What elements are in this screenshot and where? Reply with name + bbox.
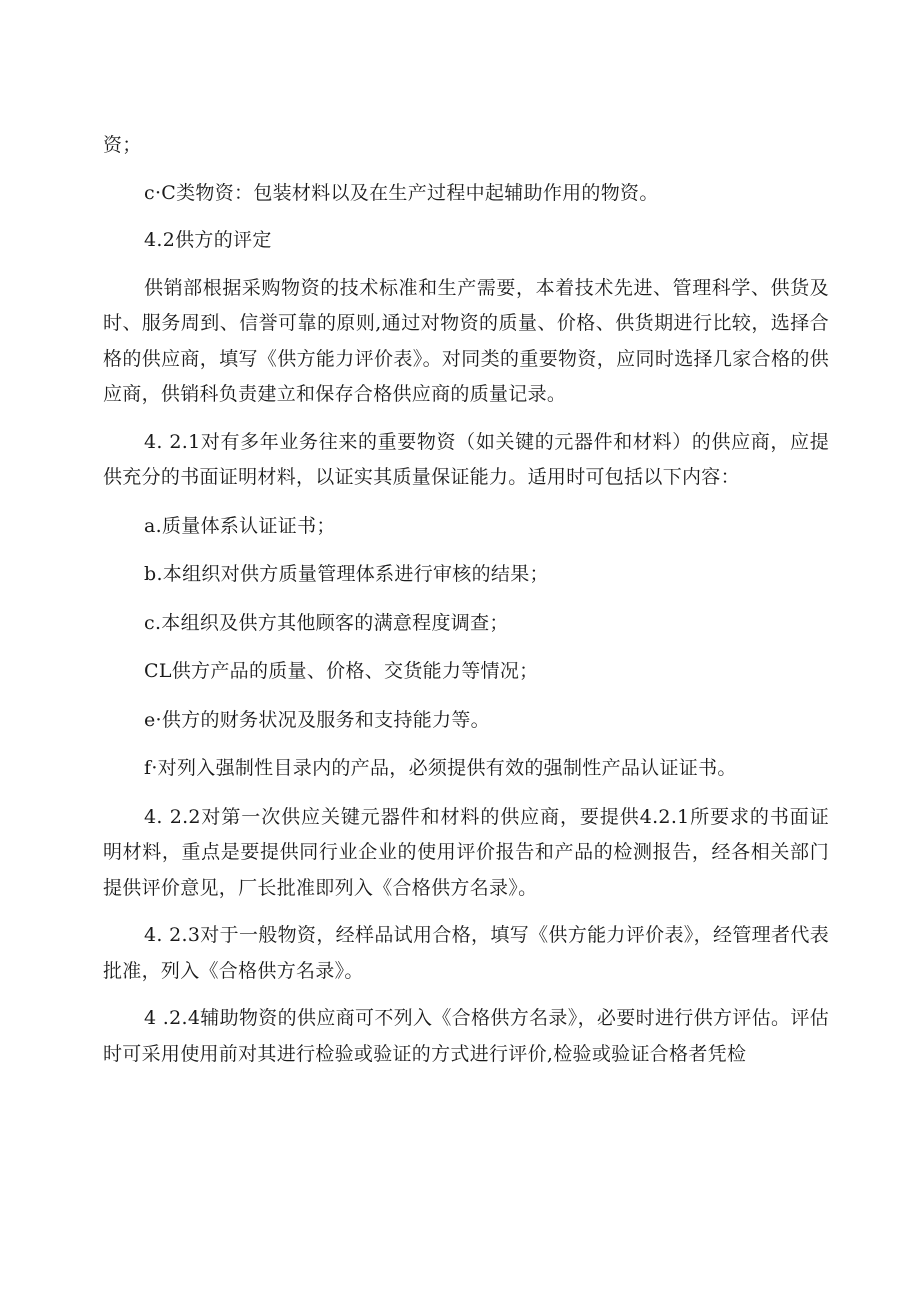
section-heading-4-2: 4.2供方的评定: [144, 229, 272, 251]
list-item-c: c.本组织及供方其他顾客的满意程度调查；: [144, 611, 509, 634]
list-item-b: b.本组织对供方质量管理体系进行审核的结果；: [144, 563, 549, 585]
list-item-f: f·对列入强制性目录内的产品，必须提供有效的强制性产品认证证书。: [144, 757, 737, 779]
paragraph-4-2-4: 4 .2.4辅助物资的供应商可不列入《合格供方名录》，必要时进行供方评估。评估时可采用使用前对其进行检验或验证的方式进行评价,检验或验证合格者凭检: [103, 1007, 829, 1065]
paragraph-4-2-1: 4. 2.1对有多年业务往来的重要物资（如关键的元器件和材料）的供应商，应提供充分的书面证明材料，以证实其质量保证能力。适用时可包括以下内容：: [103, 430, 829, 488]
list-item-e: e·供方的财务状况及服务和支持能力等。: [144, 708, 490, 731]
paragraph-4-2-3: 4. 2.3对于一般物资，经样品试用合格，填写《供方能力评价表》，经管理者代表批准，列入《合格供方名录》。: [103, 924, 829, 982]
paragraph-continuation: 资；: [103, 134, 142, 156]
paragraph-supplier-evaluation: 供销部根据采购物资的技术标准和生产需要，本着技术先进、管理科学、供货及时、服务周到、信誉可靠的原则,通过对物资的质量、价格、供货期进行比较，选择合格的供应商，填写《供方能力评价表》。对同类的重要物资，应同时选择几家合格的供应商，供销科负责建立和保存合格供应商的质量记录。: [103, 276, 829, 405]
list-item-d: CL供方产品的质量、价格、交货能力等情况；: [144, 660, 539, 682]
list-item-a: a.质量体系认证证书；: [144, 514, 336, 537]
paragraph-4-2-2: 4. 2.2对第一次供应关键元器件和材料的供应商，要提供4.2.1所要求的书面证明材料，重点是要提供同行业企业的使用评价报告和产品的检测报告，经各相关部门提供评价意见，厂长批准即列入《合格供方名录》。: [103, 805, 829, 899]
document-body: [103, 128, 829, 1072]
paragraph-category-c: c·C类物资：包装材料以及在生产过程中起辅助作用的物资。: [144, 181, 659, 204]
